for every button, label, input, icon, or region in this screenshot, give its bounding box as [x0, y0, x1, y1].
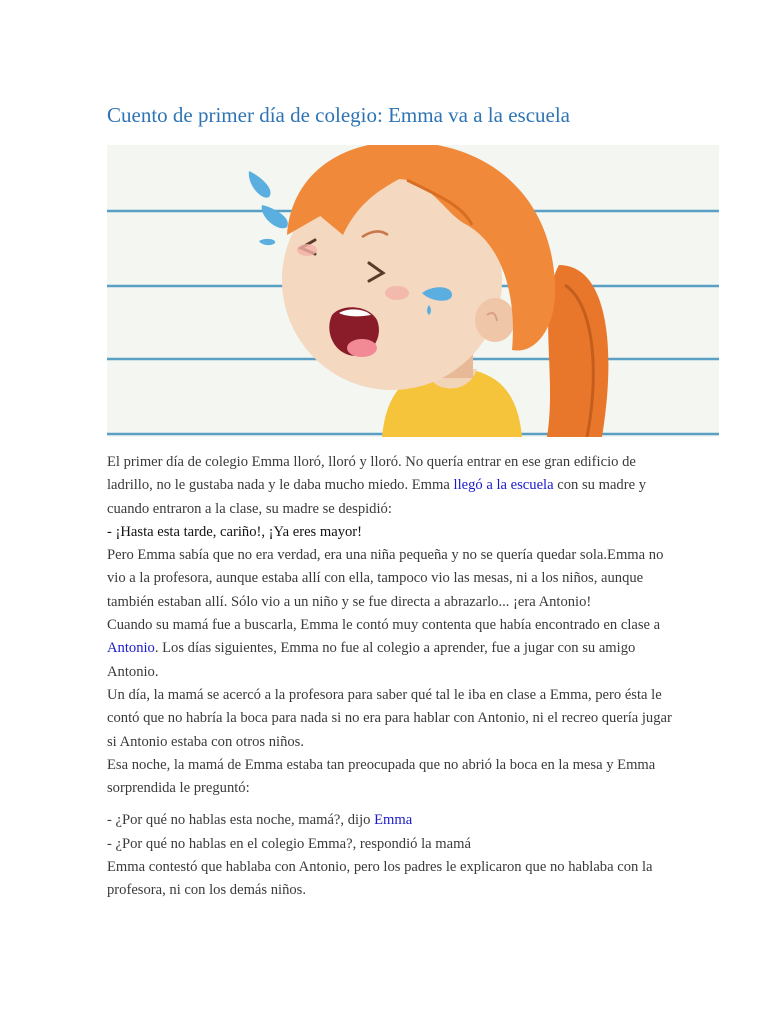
paragraph-text: . Los días siguientes, Emma no fue al colegio a aprender, fue a jugar con su amigo Antonio. [107, 640, 636, 680]
paragraph [107, 614, 682, 684]
story-body [107, 451, 682, 903]
paragraph [107, 809, 682, 832]
paragraph-text: El primer día de colegio Emma lloró, lloró y lloró. No quería entrar en ese gran edificio de ladrillo, no le gustaba nada y le daba mucho miedo. Emma [107, 454, 636, 494]
page-title: Cuento de primer día de colegio: Emma va a la escuela [107, 103, 570, 127]
paragraph: Un día, la mamá se acercó a la profesora para saber qué tal le iba en clase a Emma, pero ésta le contó que no habría la boca para nada si no era para hablar con Antonio, ni el recreo quería jugar si Antonio estaba con otros niños. [107, 686, 672, 750]
crying-girl-illustration [107, 145, 719, 437]
paragraph: Emma contestó que hablaba con Antonio, pero los padres le explicaron que no hablaba con la profesora, ni con los demás niños. [107, 859, 653, 899]
paragraph: Esa noche, la mamá de Emma estaba tan preocupada que no abrió la boca en la mesa y Emma sorprendida le preguntó: [107, 756, 656, 797]
link-llego-escuela[interactable]: llegó a la escuela [453, 477, 554, 494]
link-antonio[interactable]: Antonio [107, 640, 155, 657]
paragraph: - ¡Hasta esta tarde, cariño!, ¡Ya eres mayor! [107, 523, 363, 540]
paragraph-text: - ¿Por qué no hablas esta noche, mamá?, dijo [107, 812, 375, 829]
paragraph: - ¿Por qué no hablas en el colegio Emma?, respondió la mamá [107, 835, 471, 852]
link-emma[interactable]: Emma [374, 812, 413, 829]
paragraph-text: con su madre y cuando entraron a la clase, su madre se despidió: [107, 477, 646, 517]
paragraph [107, 451, 682, 521]
paragraph: Pero Emma sabía que no era verdad, era una niña pequeña y no se quería quedar sola.Emma no vio a la profesora, aunque estaba allí con ella, tampoco vio las mesas, ni a los niños, aunque también estaban allí. Sólo vio a un niño y se fue directa a abrazarlo... ¡era Antonio! [107, 547, 664, 610]
paragraph-text: Cuando su mamá fue a buscarla, Emma le contó muy contenta que había encontrado en clase a [107, 617, 661, 634]
